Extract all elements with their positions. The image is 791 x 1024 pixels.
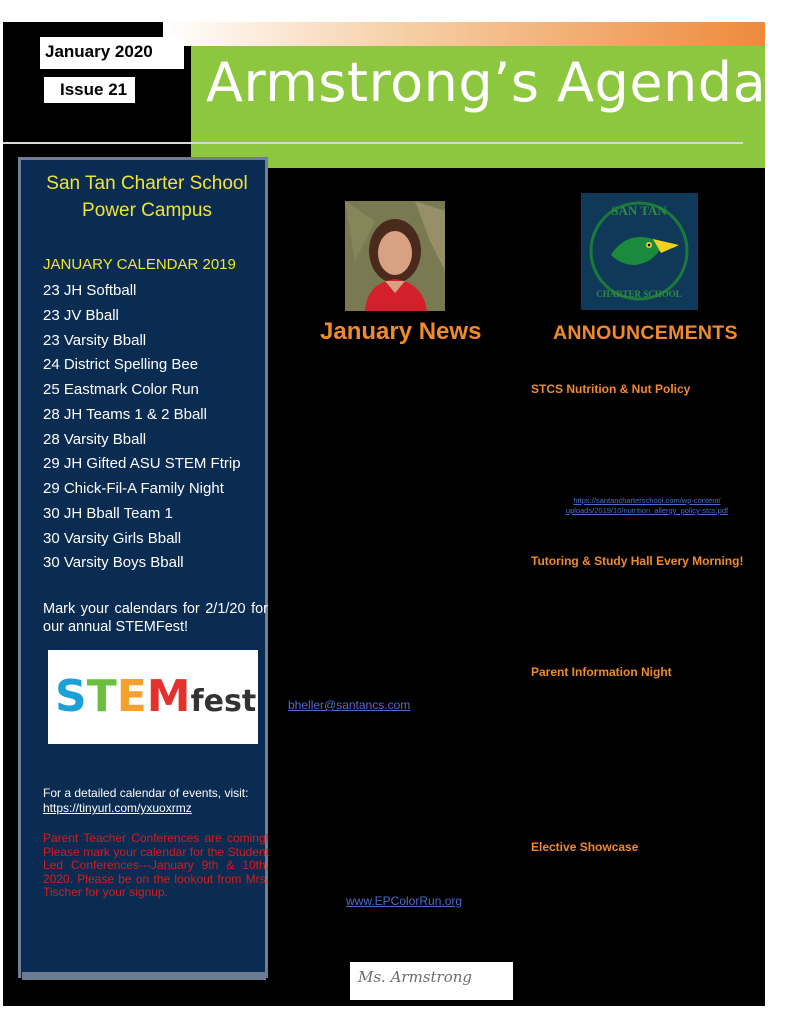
announcement-tutoring: Tutoring & Study Hall Every Morning! — [531, 554, 744, 568]
nutrition-policy-link[interactable] — [552, 496, 742, 516]
announcement-nutrition: STCS Nutrition & Nut Policy — [531, 382, 691, 396]
announcement-elective-showcase: Elective Showcase — [531, 840, 639, 854]
calendar-item: 29 JH Gifted ASU STEM Ftrip — [43, 455, 241, 473]
school-name-line1: San Tan Charter School — [46, 173, 248, 194]
calendar-item: 30 Varsity Girls Bball — [43, 529, 182, 547]
calendar-item: 30 JH Bball Team 1 — [43, 504, 173, 522]
newsletter-title: Armstrong’s Agenda — [206, 51, 767, 114]
conference-notice: Parent Teacher Conferences are coming! Please mark your calendar for the Student Led Conferences---January 9th & 10th, 2020. Please be on the lookout from Mrs. Tischer for your signup. — [43, 831, 269, 899]
logo-text-top: SAN TAN — [611, 203, 667, 218]
calendar-item: 28 Varsity Bball — [43, 430, 147, 448]
school-name — [22, 170, 272, 224]
email-link[interactable]: bheller@santancs.com — [288, 698, 411, 712]
calendar-item: 30 Varsity Boys Bball — [43, 554, 184, 572]
issue-number: Issue 21 — [60, 80, 128, 99]
colorrun-link[interactable]: www.EPColorRun.org — [346, 894, 463, 908]
calendar-item: 23 JV Bball — [43, 306, 119, 324]
sidebar-bottom-bar — [22, 972, 266, 980]
calendar-visit-note — [43, 786, 268, 816]
announcement-info-night: Parent Information Night — [531, 665, 672, 679]
calendar-item: 24 District Spelling Bee — [43, 356, 199, 374]
calendar-item: 29 Chick-Fil-A Family Night — [43, 480, 224, 497]
policy-link-line1[interactable]: https://santancharterschool.com/wp-content/ — [573, 496, 721, 505]
school-logo — [581, 193, 698, 310]
policy-link-line2[interactable]: uploads/2019/10/nutrition_allergy_policy-stcs.pdf — [565, 506, 729, 515]
calendar-item: 23 JH Softball — [43, 282, 137, 299]
january-news-heading: January News — [320, 318, 482, 345]
stemfest-logo-text — [55, 672, 256, 727]
calendar-list — [43, 279, 241, 576]
stemfest-letter-t: T — [86, 671, 117, 722]
announcements-heading: ANNOUNCEMENTS — [553, 322, 738, 344]
calendar-item: 23 Varsity Bball — [43, 331, 147, 349]
school-name-line2: Power Campus — [82, 200, 212, 221]
calendar-heading: JANUARY CALENDAR 2019 — [43, 256, 236, 273]
eagle-logo-icon — [581, 193, 698, 310]
stemfest-letter-s: S — [55, 671, 87, 722]
issue-date: January 2020 — [45, 42, 153, 61]
stemfest-letter-m: M — [146, 671, 191, 722]
logo-text-bottom: CHARTER SCHOOL — [596, 289, 682, 299]
header-divider — [3, 142, 743, 144]
principal-photo-art — [345, 201, 445, 311]
header-gradient-bar — [163, 22, 765, 46]
stemfest-word-fest: fest — [190, 684, 257, 719]
stemfest-reminder: Mark your calendars for 2/1/20 for our annual STEMFest! — [43, 601, 268, 635]
calendar-item: 25 Eastmark Color Run — [43, 381, 199, 398]
calendar-link[interactable]: https://tinyurl.com/yxuoxrmz — [43, 801, 192, 815]
stemfest-letter-e: E — [116, 671, 147, 722]
calendar-item: 28 JH Teams 1 & 2 Bball — [43, 405, 207, 423]
principal-photo — [345, 201, 445, 311]
calendar-visit-text: For a detailed calendar of events, visit: — [43, 786, 249, 800]
signature: Ms. Armstrong — [358, 968, 473, 986]
